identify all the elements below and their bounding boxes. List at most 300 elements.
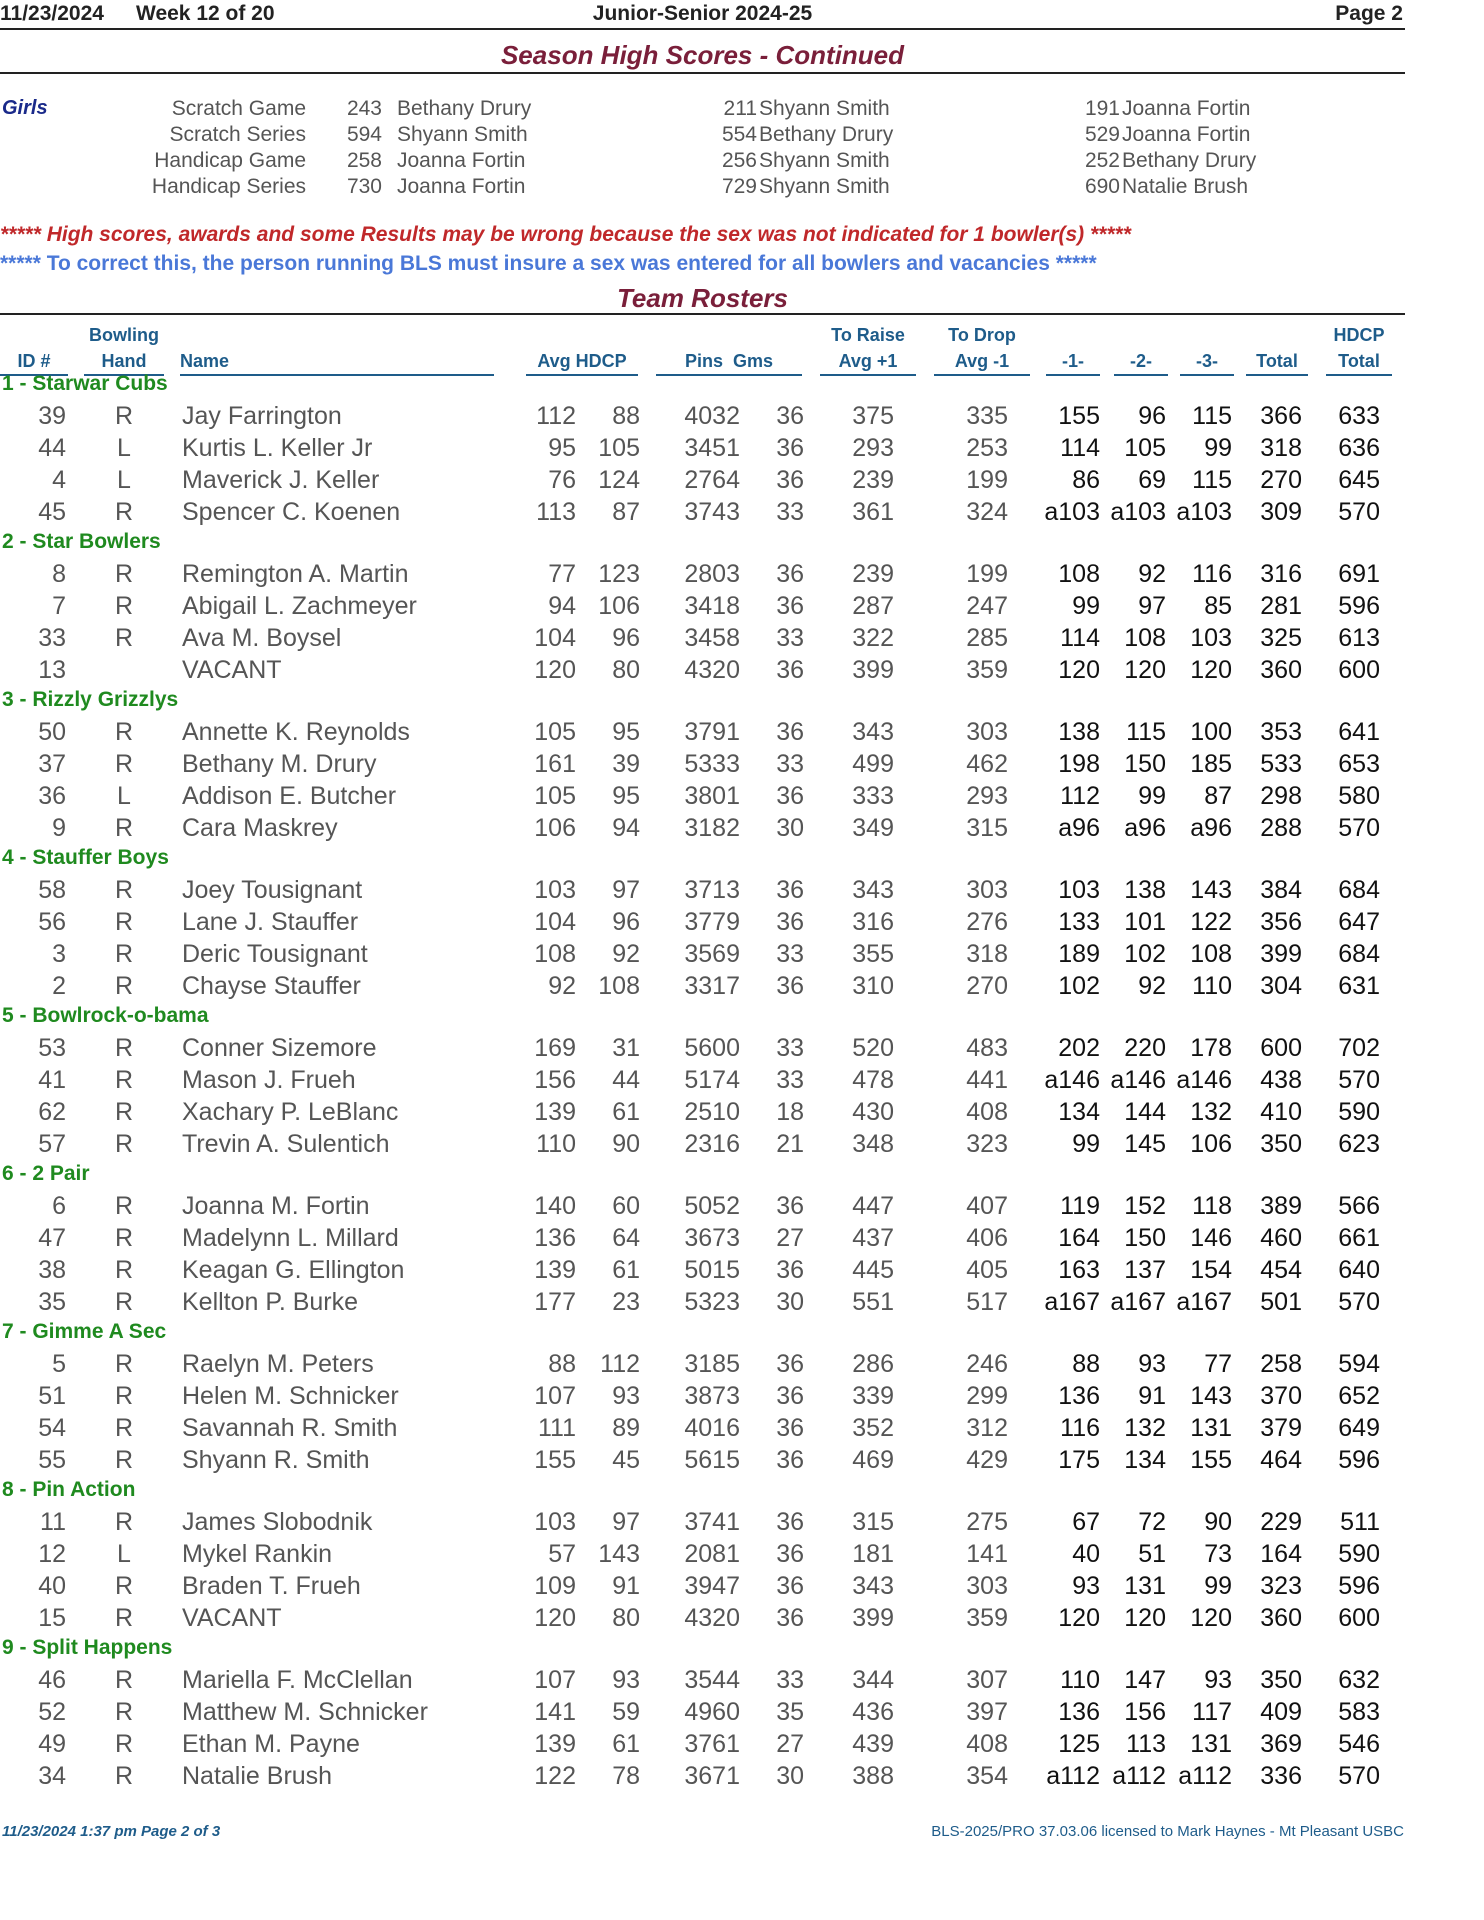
cell-hand: R xyxy=(114,402,134,430)
cell-avg: 139 xyxy=(534,1730,576,1758)
cell-id: 56 xyxy=(38,908,66,936)
cell-g3: 73 xyxy=(1204,1540,1232,1568)
season-high-category: Scratch Game xyxy=(171,97,306,120)
cell-raise: 343 xyxy=(852,1572,894,1600)
cell-name: Mykel Rankin xyxy=(182,1540,333,1568)
table-row xyxy=(0,656,1405,688)
season-high-score: 690 xyxy=(1084,175,1120,198)
cell-avg: 105 xyxy=(534,718,576,746)
cell-hdcp: 45 xyxy=(612,1446,640,1474)
cell-pins: 5333 xyxy=(684,750,740,778)
cell-gms: 36 xyxy=(776,1508,804,1536)
cell-hdcp: 93 xyxy=(612,1382,640,1410)
cell-gms: 36 xyxy=(776,592,804,620)
cell-name: Raelyn M. Peters xyxy=(182,1350,374,1378)
cell-raise: 343 xyxy=(852,718,894,746)
footer-timestamp: 11/23/2024 1:37 pm Page 2 of 3 xyxy=(2,1823,221,1840)
cell-id: 11 xyxy=(40,1508,66,1536)
cell-hdcp: 91 xyxy=(612,1572,640,1600)
cell-g1: a146 xyxy=(1044,1066,1100,1094)
cell-g2: 138 xyxy=(1124,876,1166,904)
cell-pins: 2510 xyxy=(684,1098,740,1126)
season-high-score: 256 xyxy=(721,149,757,172)
cell-g1: 108 xyxy=(1058,560,1100,588)
season-high-bowler: Joanna Fortin xyxy=(397,149,526,172)
cell-pins: 2803 xyxy=(684,560,740,588)
cell-avg: 57 xyxy=(548,1540,576,1568)
cell-gms: 18 xyxy=(776,1098,804,1126)
cell-total: 384 xyxy=(1260,876,1302,904)
cell-hdcp: 88 xyxy=(612,402,640,430)
table-row xyxy=(0,1414,1405,1446)
cell-name: James Slobodnik xyxy=(182,1508,373,1536)
cell-total: 318 xyxy=(1260,434,1302,462)
table-row xyxy=(0,466,1405,498)
cell-htot: 641 xyxy=(1338,718,1380,746)
cell-drop: 315 xyxy=(966,814,1008,842)
cell-hand: R xyxy=(114,1414,134,1442)
cell-raise: 478 xyxy=(852,1066,894,1094)
cell-htot: 652 xyxy=(1338,1382,1380,1410)
cell-pins: 5052 xyxy=(684,1192,740,1220)
cell-drop: 441 xyxy=(966,1066,1008,1094)
cell-gms: 36 xyxy=(776,718,804,746)
cell-htot: 570 xyxy=(1338,1762,1380,1790)
season-high-bowler: Bethany Drury xyxy=(397,97,532,120)
cell-id: 46 xyxy=(38,1666,66,1694)
season-high-bowler: Joanna Fortin xyxy=(1122,123,1251,146)
table-row xyxy=(0,1288,1405,1320)
col-bowling: Bowling xyxy=(89,325,159,345)
col-to-drop: To Drop xyxy=(948,325,1016,345)
season-high-title: Season High Scores - Continued xyxy=(0,40,1405,74)
cell-hdcp: 64 xyxy=(612,1224,640,1252)
cell-id: 33 xyxy=(38,624,66,652)
cell-hdcp: 61 xyxy=(612,1256,640,1284)
cell-raise: 437 xyxy=(852,1224,894,1252)
cell-name: Ethan M. Payne xyxy=(182,1730,360,1758)
cell-avg: 139 xyxy=(534,1098,576,1126)
cell-hdcp: 44 xyxy=(612,1066,640,1094)
cell-raise: 551 xyxy=(852,1288,894,1316)
cell-g1: 136 xyxy=(1058,1382,1100,1410)
report-date: 11/23/2024 xyxy=(0,2,104,25)
cell-drop: 483 xyxy=(966,1034,1008,1062)
cell-g2: 96 xyxy=(1138,402,1166,430)
cell-hand: R xyxy=(114,1572,134,1600)
cell-id: 38 xyxy=(38,1256,66,1284)
cell-hdcp: 123 xyxy=(598,560,640,588)
cell-pins: 2764 xyxy=(684,466,740,494)
cell-gms: 35 xyxy=(776,1698,804,1726)
cell-drop: 141 xyxy=(966,1540,1008,1568)
cell-name: Deric Tousignant xyxy=(182,940,368,968)
cell-htot: 636 xyxy=(1338,434,1380,462)
cell-g2: 150 xyxy=(1124,1224,1166,1252)
cell-hdcp: 90 xyxy=(612,1130,640,1158)
table-row xyxy=(0,1224,1405,1256)
cell-name: Shyann R. Smith xyxy=(182,1446,370,1474)
cell-g3: 99 xyxy=(1204,434,1232,462)
cell-hdcp: 93 xyxy=(612,1666,640,1694)
cell-g2: 132 xyxy=(1124,1414,1166,1442)
cell-g2: 156 xyxy=(1124,1698,1166,1726)
cell-total: 399 xyxy=(1260,940,1302,968)
cell-g3: 120 xyxy=(1190,656,1232,684)
cell-g1: a96 xyxy=(1058,814,1100,842)
cell-g3: 115 xyxy=(1192,402,1232,430)
cell-id: 35 xyxy=(38,1288,66,1316)
team-header: 4 - Stauffer Boys xyxy=(2,846,169,869)
cell-g3: 106 xyxy=(1190,1130,1232,1158)
cell-g2: 102 xyxy=(1124,940,1166,968)
cell-hand: R xyxy=(114,498,134,526)
cell-g1: 164 xyxy=(1058,1224,1100,1252)
cell-gms: 36 xyxy=(776,1256,804,1284)
cell-g3: 108 xyxy=(1190,940,1232,968)
cell-g3: 110 xyxy=(1192,972,1232,1000)
cell-id: 4 xyxy=(52,466,66,494)
season-high-category: Handicap Game xyxy=(154,149,306,172)
cell-raise: 399 xyxy=(852,1604,894,1632)
cell-htot: 647 xyxy=(1338,908,1380,936)
cell-pins: 3544 xyxy=(684,1666,740,1694)
cell-name: Trevin A. Sulentich xyxy=(182,1130,390,1158)
team-header: 8 - Pin Action xyxy=(2,1478,136,1501)
warning-line-1: ***** High scores, awards and some Results may be wrong because the sex was not indicated for 1 bowler(s) ***** xyxy=(0,223,1131,246)
cell-name: Cara Maskrey xyxy=(182,814,338,842)
cell-g1: 67 xyxy=(1072,1508,1100,1536)
col-avg-hdcp: Avg HDCP xyxy=(526,348,638,376)
table-row xyxy=(0,1256,1405,1288)
cell-htot: 640 xyxy=(1338,1256,1380,1284)
cell-pins: 3182 xyxy=(684,814,740,842)
cell-name: Braden T. Frueh xyxy=(182,1572,361,1600)
table-row xyxy=(0,1698,1405,1730)
table-row xyxy=(0,940,1405,972)
cell-pins: 4320 xyxy=(684,656,740,684)
season-high-score: 252 xyxy=(1084,149,1120,172)
cell-total: 409 xyxy=(1260,1698,1302,1726)
cell-g1: 125 xyxy=(1058,1730,1100,1758)
cell-name: Kurtis L. Keller Jr xyxy=(182,434,373,462)
cell-total: 464 xyxy=(1260,1446,1302,1474)
cell-gms: 36 xyxy=(776,1540,804,1568)
cell-pins: 5323 xyxy=(684,1288,740,1316)
cell-hand: R xyxy=(114,1098,134,1126)
cell-gms: 33 xyxy=(776,940,804,968)
cell-id: 8 xyxy=(52,560,66,588)
table-row xyxy=(0,1382,1405,1414)
cell-g3: a96 xyxy=(1190,814,1232,842)
cell-hand: R xyxy=(114,1508,134,1536)
cell-hdcp: 94 xyxy=(612,814,640,842)
table-row xyxy=(0,972,1405,1004)
team-header: 5 - Bowlrock-o-bama xyxy=(2,1004,209,1027)
table-row xyxy=(0,560,1405,592)
cell-raise: 445 xyxy=(852,1256,894,1284)
cell-g1: 120 xyxy=(1058,1604,1100,1632)
cell-drop: 318 xyxy=(966,940,1008,968)
cell-id: 13 xyxy=(38,656,66,684)
cell-gms: 36 xyxy=(776,434,804,462)
cell-avg: 103 xyxy=(534,1508,576,1536)
cell-drop: 406 xyxy=(966,1224,1008,1252)
cell-hdcp: 80 xyxy=(612,1604,640,1632)
col-game-3: -3- xyxy=(1180,348,1234,376)
table-row xyxy=(0,782,1405,814)
cell-avg: 105 xyxy=(534,782,576,810)
cell-g2: 51 xyxy=(1138,1540,1166,1568)
season-high-row xyxy=(0,149,1405,175)
cell-gms: 36 xyxy=(776,782,804,810)
cell-hand: R xyxy=(114,592,134,620)
cell-total: 533 xyxy=(1260,750,1302,778)
cell-pins: 4016 xyxy=(684,1414,740,1442)
cell-drop: 397 xyxy=(966,1698,1008,1726)
cell-drop: 270 xyxy=(966,972,1008,1000)
cell-gms: 36 xyxy=(776,876,804,904)
cell-avg: 94 xyxy=(548,592,576,620)
cell-hdcp: 95 xyxy=(612,718,640,746)
cell-id: 36 xyxy=(38,782,66,810)
cell-pins: 3873 xyxy=(684,1382,740,1410)
cell-g3: 131 xyxy=(1190,1414,1232,1442)
cell-pins: 5615 xyxy=(684,1446,740,1474)
cell-gms: 36 xyxy=(776,1382,804,1410)
cell-htot: 645 xyxy=(1338,466,1380,494)
cell-drop: 199 xyxy=(966,466,1008,494)
cell-total: 258 xyxy=(1260,1350,1302,1378)
season-high-score: 730 xyxy=(346,175,382,198)
cell-g3: 118 xyxy=(1192,1192,1232,1220)
cell-avg: 109 xyxy=(534,1572,576,1600)
cell-total: 325 xyxy=(1260,624,1302,652)
cell-htot: 684 xyxy=(1338,876,1380,904)
cell-htot: 600 xyxy=(1338,656,1380,684)
cell-pins: 3458 xyxy=(684,624,740,652)
cell-total: 281 xyxy=(1260,592,1302,620)
cell-hdcp: 61 xyxy=(612,1098,640,1126)
league-name: Junior-Senior 2024-25 xyxy=(592,2,813,25)
col-game-1: -1- xyxy=(1046,348,1100,376)
cell-g1: 103 xyxy=(1058,876,1100,904)
cell-raise: 315 xyxy=(852,1508,894,1536)
cell-hdcp: 97 xyxy=(612,1508,640,1536)
cell-pins: 3451 xyxy=(684,434,740,462)
cell-gms: 36 xyxy=(776,972,804,1000)
cell-name: Joey Tousignant xyxy=(182,876,363,904)
table-row xyxy=(0,1666,1405,1698)
cell-g1: 163 xyxy=(1058,1256,1100,1284)
cell-g1: a112 xyxy=(1046,1762,1100,1790)
cell-raise: 344 xyxy=(852,1666,894,1694)
cell-avg: 120 xyxy=(534,1604,576,1632)
cell-drop: 407 xyxy=(966,1192,1008,1220)
cell-total: 379 xyxy=(1260,1414,1302,1442)
cell-drop: 405 xyxy=(966,1256,1008,1284)
col-hdcp-total: Total xyxy=(1326,348,1392,376)
cell-id: 50 xyxy=(38,718,66,746)
cell-avg: 120 xyxy=(534,656,576,684)
cell-raise: 310 xyxy=(852,972,894,1000)
cell-hand: R xyxy=(114,1762,134,1790)
cell-raise: 322 xyxy=(852,624,894,652)
cell-id: 41 xyxy=(38,1066,66,1094)
cell-hand: R xyxy=(114,940,134,968)
cell-g1: 120 xyxy=(1058,656,1100,684)
cell-htot: 596 xyxy=(1338,592,1380,620)
cell-name: Madelynn L. Millard xyxy=(182,1224,399,1252)
cell-id: 53 xyxy=(38,1034,66,1062)
footer-license: BLS-2025/PRO 37.03.06 licensed to Mark Haynes - Mt Pleasant USBC xyxy=(931,1823,1404,1840)
cell-avg: 110 xyxy=(536,1130,576,1158)
cell-g2: 92 xyxy=(1138,560,1166,588)
cell-drop: 323 xyxy=(966,1130,1008,1158)
cell-g2: 97 xyxy=(1138,592,1166,620)
cell-gms: 30 xyxy=(776,814,804,842)
cell-gms: 36 xyxy=(776,402,804,430)
cell-gms: 33 xyxy=(776,750,804,778)
table-row xyxy=(0,1508,1405,1540)
cell-pins: 5600 xyxy=(684,1034,740,1062)
cell-hand: R xyxy=(114,876,134,904)
cell-id: 5 xyxy=(52,1350,66,1378)
cell-raise: 388 xyxy=(852,1762,894,1790)
cell-raise: 286 xyxy=(852,1350,894,1378)
cell-htot: 661 xyxy=(1338,1224,1380,1252)
cell-pins: 3947 xyxy=(684,1572,740,1600)
cell-hdcp: 31 xyxy=(612,1034,640,1062)
cell-total: 270 xyxy=(1260,466,1302,494)
cell-g2: 101 xyxy=(1124,908,1166,936)
cell-raise: 239 xyxy=(852,466,894,494)
cell-avg: 103 xyxy=(534,876,576,904)
cell-g3: 117 xyxy=(1192,1698,1232,1726)
cell-g3: 100 xyxy=(1190,718,1232,746)
cell-gms: 33 xyxy=(776,1034,804,1062)
season-high-bowler: Bethany Drury xyxy=(759,123,894,146)
cell-drop: 299 xyxy=(966,1382,1008,1410)
cell-pins: 3761 xyxy=(684,1730,740,1758)
cell-g3: 77 xyxy=(1204,1350,1232,1378)
season-high-bowler: Joanna Fortin xyxy=(1122,97,1251,120)
cell-pins: 4320 xyxy=(684,1604,740,1632)
cell-drop: 408 xyxy=(966,1098,1008,1126)
cell-pins: 3743 xyxy=(684,498,740,526)
cell-id: 6 xyxy=(52,1192,66,1220)
cell-htot: 590 xyxy=(1338,1098,1380,1126)
cell-avg: 106 xyxy=(534,814,576,842)
cell-total: 438 xyxy=(1260,1066,1302,1094)
cell-g2: 91 xyxy=(1138,1382,1166,1410)
cell-gms: 36 xyxy=(776,560,804,588)
cell-hdcp: 105 xyxy=(598,434,640,462)
cell-hand: R xyxy=(114,718,134,746)
season-high-bowler: Shyann Smith xyxy=(759,97,890,120)
cell-g2: a96 xyxy=(1124,814,1166,842)
cell-drop: 335 xyxy=(966,402,1008,430)
cell-total: 164 xyxy=(1260,1540,1302,1568)
cell-raise: 316 xyxy=(852,908,894,936)
cell-g1: 116 xyxy=(1060,1414,1100,1442)
cell-raise: 499 xyxy=(852,750,894,778)
cell-id: 51 xyxy=(38,1382,66,1410)
cell-avg: 156 xyxy=(534,1066,576,1094)
cell-raise: 293 xyxy=(852,434,894,462)
girls-label: Girls xyxy=(2,97,48,119)
cell-drop: 247 xyxy=(966,592,1008,620)
cell-g2: 145 xyxy=(1124,1130,1166,1158)
cell-hand: R xyxy=(114,1192,134,1220)
cell-g1: 134 xyxy=(1058,1098,1100,1126)
cell-hand: R xyxy=(114,1698,134,1726)
table-row xyxy=(0,498,1405,530)
cell-hand: R xyxy=(114,908,134,936)
col-avg-plus: Avg +1 xyxy=(820,348,916,376)
cell-gms: 27 xyxy=(776,1730,804,1758)
cell-drop: 324 xyxy=(966,498,1008,526)
cell-gms: 36 xyxy=(776,1350,804,1378)
cell-g3: a112 xyxy=(1178,1762,1232,1790)
cell-htot: 596 xyxy=(1338,1572,1380,1600)
cell-id: 34 xyxy=(38,1762,66,1790)
cell-gms: 36 xyxy=(776,1604,804,1632)
cell-gms: 33 xyxy=(776,624,804,652)
cell-hand: R xyxy=(114,1066,134,1094)
cell-total: 370 xyxy=(1260,1382,1302,1410)
cell-g1: 86 xyxy=(1072,466,1100,494)
cell-hdcp: 78 xyxy=(612,1762,640,1790)
cell-gms: 21 xyxy=(776,1130,804,1158)
season-high-score: 191 xyxy=(1084,97,1120,120)
cell-raise: 352 xyxy=(852,1414,894,1442)
cell-g2: 150 xyxy=(1124,750,1166,778)
cell-avg: 113 xyxy=(536,498,576,526)
season-high-score: 529 xyxy=(1084,123,1120,146)
cell-total: 229 xyxy=(1260,1508,1302,1536)
season-high-bowler: Shyann Smith xyxy=(759,149,890,172)
cell-total: 369 xyxy=(1260,1730,1302,1758)
cell-name: Helen M. Schnicker xyxy=(182,1382,399,1410)
table-row xyxy=(0,434,1405,466)
cell-hand: R xyxy=(114,624,134,652)
cell-drop: 312 xyxy=(966,1414,1008,1442)
col-avg-minus: Avg -1 xyxy=(934,348,1030,376)
cell-id: 55 xyxy=(38,1446,66,1474)
cell-id: 37 xyxy=(38,750,66,778)
cell-name: Matthew M. Schnicker xyxy=(182,1698,428,1726)
cell-total: 366 xyxy=(1260,402,1302,430)
cell-total: 460 xyxy=(1260,1224,1302,1252)
cell-raise: 361 xyxy=(852,498,894,526)
table-row xyxy=(0,718,1405,750)
cell-pins: 3713 xyxy=(684,876,740,904)
cell-htot: 583 xyxy=(1338,1698,1380,1726)
cell-raise: 333 xyxy=(852,782,894,810)
cell-name: Kellton P. Burke xyxy=(182,1288,359,1316)
cell-htot: 691 xyxy=(1338,560,1380,588)
cell-g1: 155 xyxy=(1058,402,1100,430)
cell-avg: 136 xyxy=(534,1224,576,1252)
cell-hand: R xyxy=(114,1382,134,1410)
season-high-bowler: Bethany Drury xyxy=(1122,149,1257,172)
cell-hand: L xyxy=(117,782,131,810)
page-number: Page 2 xyxy=(1335,2,1403,25)
cell-g2: 131 xyxy=(1124,1572,1166,1600)
season-high-bowler: Shyann Smith xyxy=(397,123,528,146)
cell-htot: 580 xyxy=(1338,782,1380,810)
